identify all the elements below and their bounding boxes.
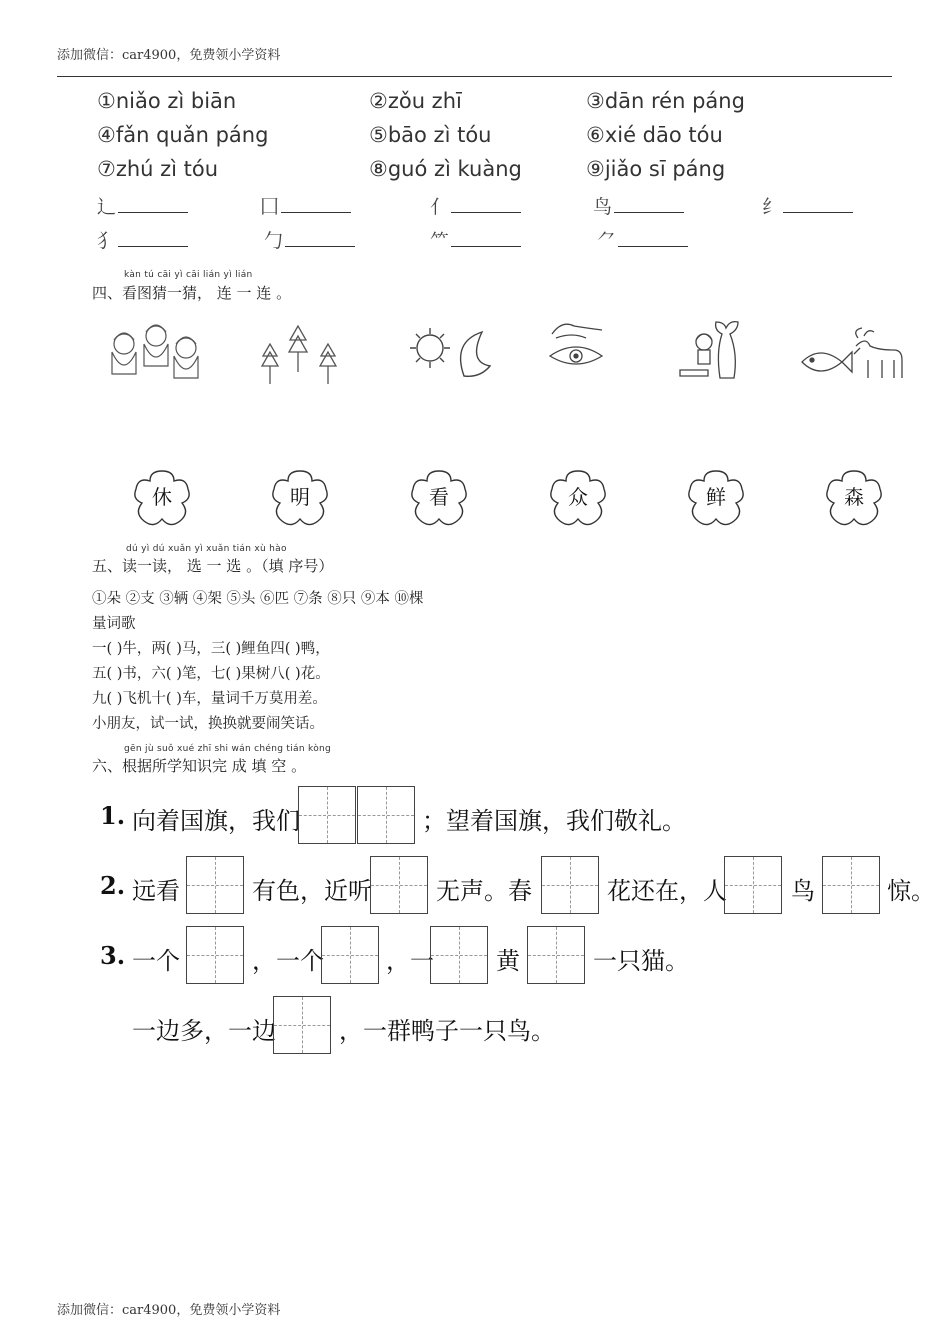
- q2-text-a: 远看: [132, 877, 180, 905]
- flower-char[interactable]: 明: [271, 468, 329, 526]
- pinyin-9: ⑨jiǎo sī páng: [586, 157, 726, 181]
- q2-text-b: 有色，近听: [252, 877, 372, 905]
- fish-and-goat-picture: [798, 326, 906, 384]
- q2-text-d: 花还在，人: [607, 877, 727, 905]
- song-line: 九( )飞机十( )车，量词千万莫用差。: [92, 691, 327, 707]
- q3-text-a: 一个: [132, 947, 180, 975]
- q2-text-e: 鸟: [791, 877, 815, 905]
- pinyin-1: ①niǎo zì biān: [97, 89, 237, 113]
- pinyin-8: ⑧guó zì kuàng: [369, 157, 522, 181]
- three-trees-picture: [258, 322, 350, 388]
- song-line: 小朋友，试一试，换换就要闹笑话。: [92, 716, 324, 732]
- sun-and-moon-picture: [406, 324, 494, 382]
- radical-blank[interactable]: 辶: [97, 192, 188, 219]
- char-grid[interactable]: [357, 786, 415, 844]
- q3-num: 3.: [100, 941, 126, 970]
- char-grid[interactable]: [321, 926, 379, 984]
- radical-blank[interactable]: 囗: [260, 192, 351, 219]
- radical-blank[interactable]: ⺈: [597, 226, 688, 253]
- q3-text-b: ，一个: [252, 947, 324, 975]
- section4-title: 四、看图猜一猜， 连 一 连 。: [92, 284, 292, 302]
- char-grid[interactable]: [298, 786, 356, 844]
- pinyin-2: ②zǒu zhī: [369, 89, 462, 113]
- char-grid[interactable]: [186, 856, 244, 914]
- flower-char[interactable]: 森: [825, 468, 883, 526]
- measure-word-options: ①朵 ②支 ③辆 ④架 ⑤头 ⑥匹 ⑦条 ⑧只 ⑨本 ⑩棵: [92, 591, 424, 607]
- radical-blank[interactable]: 纟: [762, 192, 853, 219]
- char-grid[interactable]: [186, 926, 244, 984]
- radical-blank[interactable]: 鸟: [593, 192, 684, 219]
- hand-over-eye-picture: [546, 318, 608, 370]
- section4-ruby: kàn tú cāi yì cāi lián yì lián: [124, 270, 253, 280]
- section6-title: 六、根据所学知识完 成 填 空 。: [92, 757, 307, 775]
- section6-ruby: gēn jù suǒ xué zhī shi wán chéng tián kòng: [124, 744, 332, 754]
- q3-text-c: ，一: [386, 947, 434, 975]
- person-under-tree-picture: [676, 318, 746, 380]
- song-line: 五( )书，六( )笔，七( )果树八( )花。: [92, 666, 330, 682]
- char-grid[interactable]: [273, 996, 331, 1054]
- section5-title: 五、读一读， 选 一 选 。（填 序号）: [92, 557, 334, 575]
- song-title: 量词歌: [92, 616, 136, 632]
- pinyin-5: ⑤bāo zì tóu: [369, 123, 492, 147]
- q2-num: 2.: [100, 871, 126, 900]
- flower-char[interactable]: 众: [549, 468, 607, 526]
- char-grid[interactable]: [527, 926, 585, 984]
- pinyin-6: ⑥xié dāo tóu: [586, 123, 723, 147]
- char-grid[interactable]: [541, 856, 599, 914]
- q1-num: 1.: [100, 801, 126, 830]
- char-grid[interactable]: [430, 926, 488, 984]
- pinyin-4: ④fǎn quǎn páng: [97, 123, 269, 147]
- radical-blank[interactable]: 亻: [430, 192, 521, 219]
- q1-text-b: ；望着国旗，我们敬礼。: [422, 807, 686, 835]
- q2-text-c: 无声。春: [436, 877, 532, 905]
- section5-ruby: dú yì dú xuǎn yì xuǎn tián xù hào: [126, 544, 287, 554]
- q4-text-b: ，一群鸭子一只鸟。: [339, 1017, 555, 1045]
- header-note: 添加微信：car4900，免费领小学资料: [57, 48, 281, 63]
- radical-blank[interactable]: 犭: [97, 226, 188, 253]
- radical-blank[interactable]: 勹: [264, 226, 355, 253]
- char-grid[interactable]: [724, 856, 782, 914]
- header-rule: [57, 76, 892, 77]
- char-grid[interactable]: [370, 856, 428, 914]
- pinyin-3: ③dān rén páng: [586, 89, 745, 113]
- flower-char[interactable]: 鲜: [687, 468, 745, 526]
- char-grid[interactable]: [822, 856, 880, 914]
- q3-text-e: 一只猫。: [593, 947, 689, 975]
- flower-char[interactable]: 休: [133, 468, 191, 526]
- q1-text-a: 向着国旗，我们: [132, 807, 300, 835]
- q4-text-a: 一边多，一边: [132, 1017, 276, 1045]
- footer-note: 添加微信：car4900，免费领小学资料: [57, 1303, 281, 1318]
- song-line: 一( )牛，两( )马，三( )鲤鱼四( )鸭，: [92, 641, 330, 657]
- flower-char[interactable]: 看: [410, 468, 468, 526]
- q3-text-d: 黄: [496, 947, 520, 975]
- pinyin-7: ⑦zhú zì tóu: [97, 157, 219, 181]
- three-people-picture: [104, 322, 206, 384]
- radical-blank[interactable]: ⺮: [430, 226, 521, 253]
- q2-text-f: 惊。: [887, 877, 935, 905]
